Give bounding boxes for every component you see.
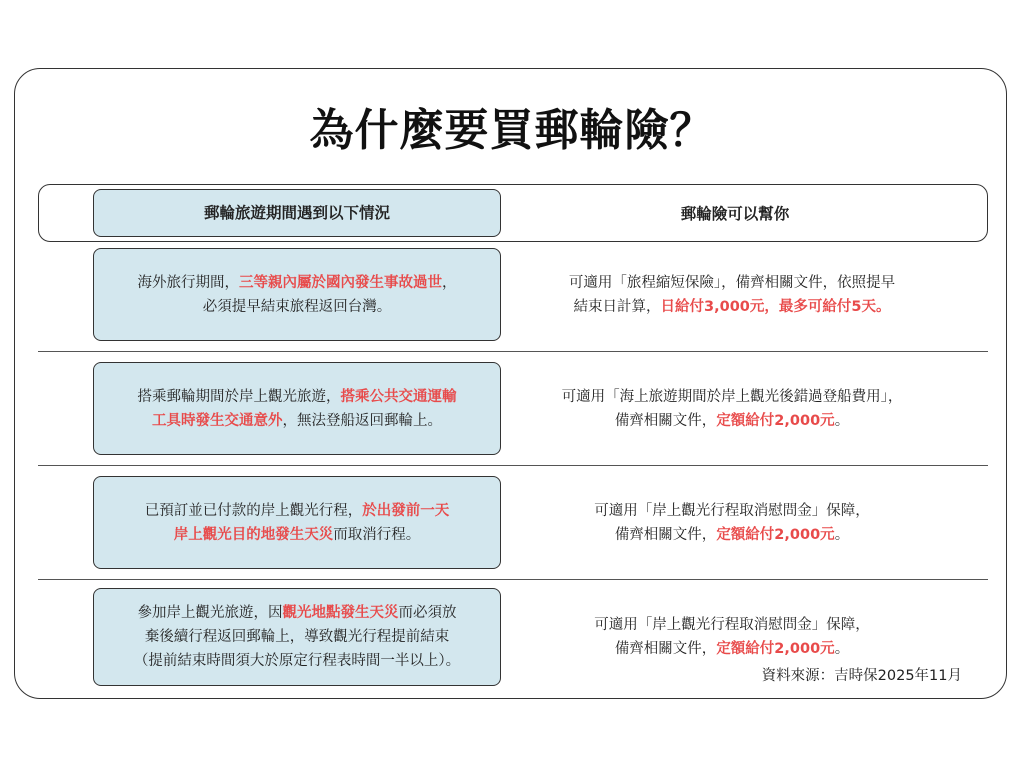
highlight-text: 定額給付2,000元 <box>716 526 835 543</box>
body-text: ，無法登船返回郵輪上。 <box>282 412 442 429</box>
benefit-text-3 <box>522 476 942 569</box>
highlight-text: 觀光地點發生天災 <box>282 605 399 621</box>
body-text: 必須提早結束旅程返回台灣。 <box>202 298 392 315</box>
row-divider <box>38 351 988 352</box>
header-situation-label: 郵輪旅遊期間遇到以下情況 <box>203 204 390 222</box>
situation-cell-1 <box>93 248 501 341</box>
body-text: ， <box>442 274 457 291</box>
body-text: 可適用「海上旅遊期間於岸上觀光後錯過登船費用」， <box>561 388 903 405</box>
body-text: 而取消行程。 <box>333 526 421 543</box>
body-text: 海外旅行期間， <box>137 274 239 291</box>
body-text: 結束日計算， <box>573 298 661 315</box>
body-text: 棄後續行程返回郵輪上，導致觀光行程提前結束 <box>144 629 450 645</box>
body-text: 參加岸上觀光旅遊，因 <box>137 605 283 621</box>
situation-cell-3 <box>93 476 501 569</box>
body-text: 可適用「旅程縮短保險」，備齊相關文件，依照提早 <box>568 274 896 291</box>
header-benefit-label: 郵輪險可以幫你 <box>680 205 790 223</box>
body-text: 。 <box>834 412 850 429</box>
cell-text <box>138 271 457 319</box>
page-title: 為什麼要買郵輪險？ <box>309 105 715 156</box>
body-text: 搭乘郵輪期間於岸上觀光旅遊， <box>137 388 341 405</box>
cell-text <box>569 271 895 319</box>
body-text: 備齊相關文件， <box>614 412 717 429</box>
body-text: （提前結束時間須大於原定行程表時間一半以上）。 <box>133 653 461 669</box>
body-text: 而必須放 <box>398 605 457 621</box>
cell-text <box>594 613 870 661</box>
highlight-text: 三等親內屬於國內發生事故過世 <box>239 274 442 291</box>
highlight-text: 於出發前一天 <box>362 502 450 519</box>
body-text: 備齊相關文件， <box>614 526 717 543</box>
highlight-text: 搭乘公共交通運輸 <box>340 388 457 405</box>
highlight-text: 定額給付2,000元 <box>716 412 835 429</box>
highlight-text: 工具時發生交通意外 <box>152 412 283 429</box>
cell-text <box>594 499 870 547</box>
cell-text <box>134 601 460 673</box>
body-text: 。 <box>834 641 850 657</box>
highlight-text: 岸上觀光目的地發生天災 <box>173 526 334 543</box>
benefit-text-1 <box>522 248 942 341</box>
body-text: 。 <box>834 526 850 543</box>
row-divider <box>38 465 988 466</box>
cell-text <box>138 385 457 433</box>
row-divider <box>38 579 988 580</box>
body-text: 備齊相關文件， <box>614 641 717 657</box>
body-text: 已預訂並已付款的岸上觀光行程， <box>144 502 363 519</box>
cell-text <box>562 385 903 433</box>
benefit-text-2 <box>522 362 942 455</box>
header-situation-cell <box>93 189 501 237</box>
source-note: 資料來源：吉時保2025年11月 <box>761 668 962 684</box>
situation-cell-4 <box>93 588 501 686</box>
highlight-text: 定額給付2,000元 <box>716 641 835 657</box>
body-text: 可適用「岸上觀光行程取消慰問金」保障， <box>594 617 870 633</box>
highlight-text: 日給付3,000元，最多可給付5天。 <box>660 298 891 315</box>
situation-cell-2 <box>93 362 501 455</box>
body-text: 可適用「岸上觀光行程取消慰問金」保障， <box>594 502 870 519</box>
cell-text <box>145 499 450 547</box>
